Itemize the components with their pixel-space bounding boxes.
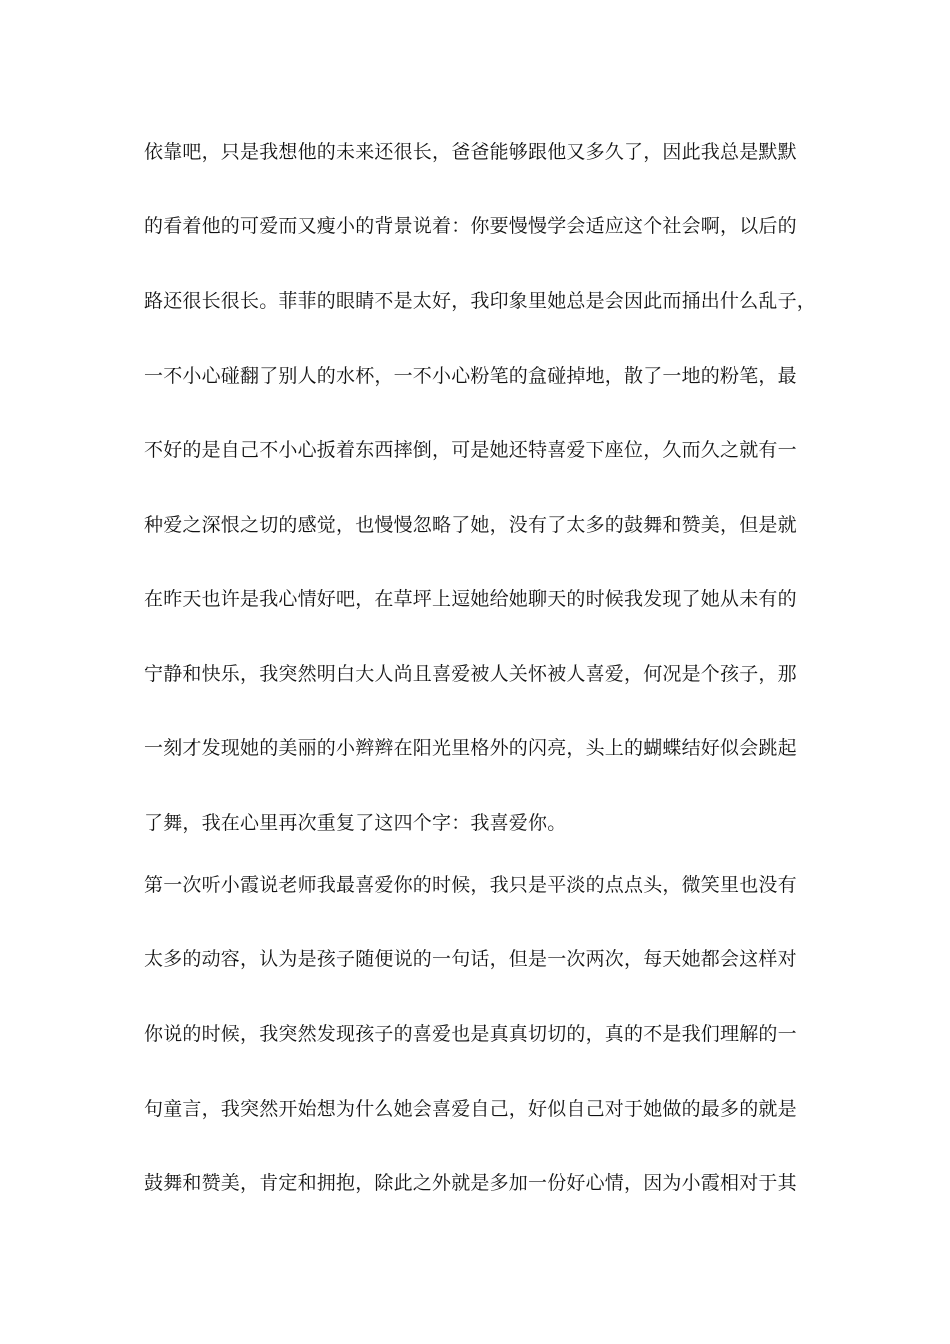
paragraph1-line-1: 依靠吧，只是我想他的未来还很长，爸爸能够跟他又多久了，因此我总是默默: [144, 141, 797, 163]
paragraph1-line-8: 宁静和快乐，我突然明白大人尚且喜爱被人关怀被人喜爱，何况是个孩子，那: [144, 663, 797, 685]
paragraph1-line-6: 种爱之深恨之切的感觉，也慢慢忽略了她，没有了太多的鼓舞和赞美，但是就: [144, 514, 797, 536]
paragraph1-line-7: 在昨天也许是我心情好吧，在草坪上逗她给她聊天的时候我发现了她从未有的: [144, 588, 797, 610]
paragraph1-line-9: 一刻才发现她的美丽的小辫辫在阳光里格外的闪亮，头上的蝴蝶结好似会跳起: [144, 737, 797, 759]
paragraph1-line-3: 路还很长很长。菲菲的眼睛不是太好，我印象里她总是会因此而捅出什么乱子，: [144, 290, 817, 312]
paragraph2-line-3: 你说的时候，我突然发现孩子的喜爱也是真真切切的，真的不是我们理解的一: [144, 1023, 797, 1045]
paragraph2-line-2: 太多的动容，认为是孩子随便说的一句话，但是一次两次，每天她都会这样对: [144, 948, 797, 970]
paragraph1-line-10: 了舞，我在心里再次重复了这四个字：我喜爱你。: [144, 812, 567, 834]
paragraph1-line-4: 一不小心碰翻了别人的水杯，一不小心粉笔的盒碰掉地，散了一地的粉笔，最: [144, 365, 797, 387]
paragraph2-line-5: 鼓舞和赞美，肯定和拥抱，除此之外就是多加一份好心情，因为小霞相对于其: [144, 1172, 797, 1194]
paragraph1-line-2: 的看着他的可爱而又瘦小的背景说着：你要慢慢学会适应这个社会啊，以后的: [144, 215, 797, 237]
paragraph2-line-1: 第一次听小霞说老师我最喜爱你的时候，我只是平淡的点点头，微笑里也没有: [144, 874, 797, 896]
paragraph1-line-5: 不好的是自己不小心扳着东西摔倒，可是她还特喜爱下座位，久而久之就有一: [144, 439, 797, 461]
paragraph2-line-4: 句童言，我突然开始想为什么她会喜爱自己，好似自己对于她做的最多的就是: [144, 1098, 797, 1120]
